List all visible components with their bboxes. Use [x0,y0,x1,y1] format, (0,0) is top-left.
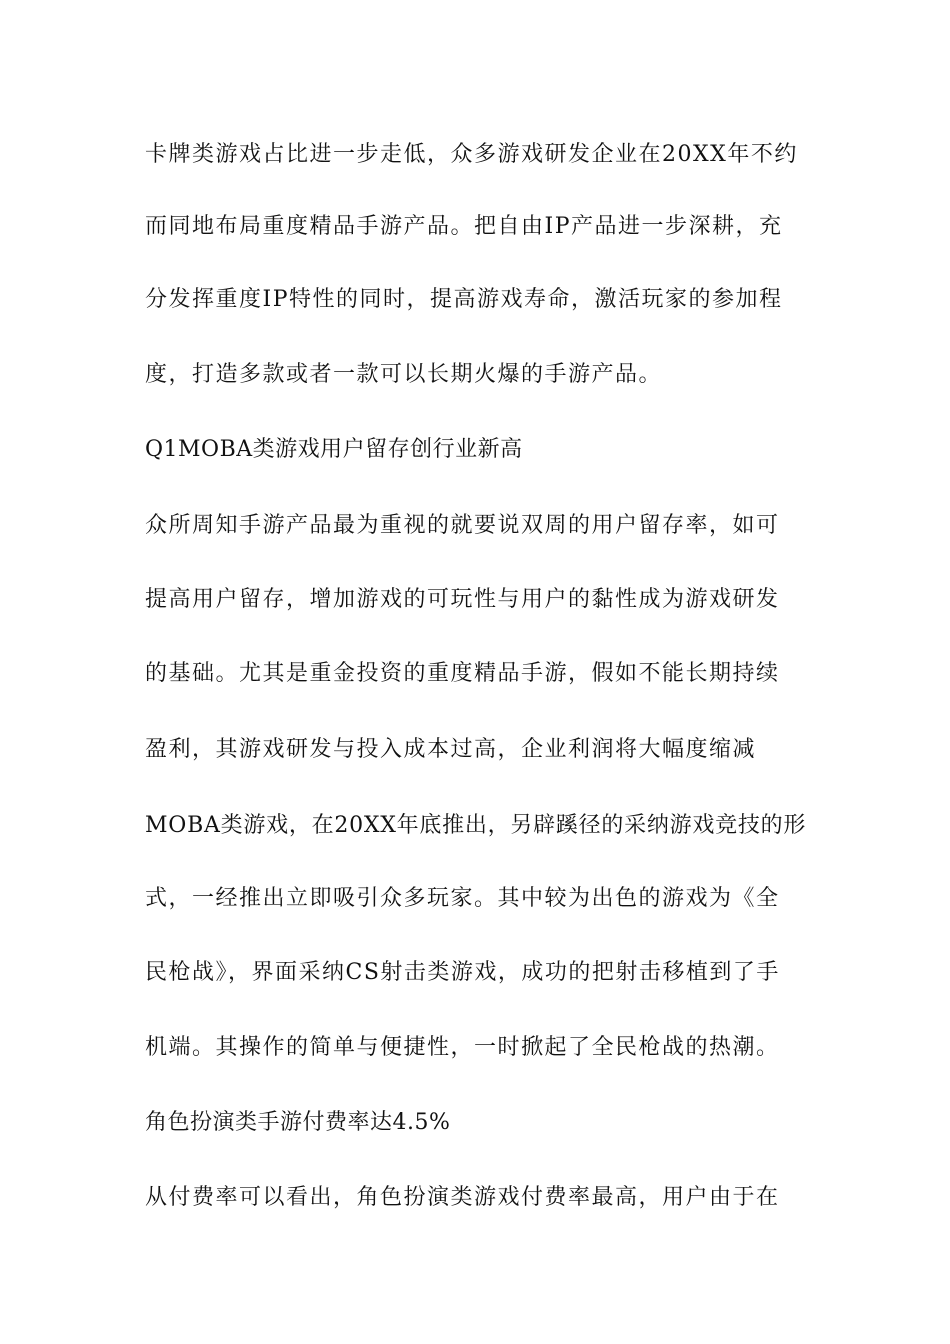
text-line: 民枪战》，界面采纳CS射击类游戏，成功的把射击移植到了手 [145,960,780,985]
text-line: 盈利，其游戏研发与投入成本过高，企业利润将大幅度缩减 [145,737,757,762]
text-line: 众所周知手游产品最为重视的就要说双周的用户留存率，如可 [145,513,780,538]
text-line: 式，一经推出立即吸引众多玩家。其中较为出色的游戏为《全 [145,886,780,911]
text-line: 的基础。尤其是重金投资的重度精品手游，假如不能长期持续 [145,661,780,686]
text-line: 分发挥重度IP特性的同时，提高游戏寿命，激活玩家的参加程 [145,287,783,312]
text-line: 提高用户留存，增加游戏的可玩性与用户的黏性成为游戏研发 [145,587,780,612]
text-line: 而同地布局重度精品手游产品。把自由IP产品进一步深耕，充 [145,214,783,239]
section-heading: 角色扮演类手游付费率达4.5% [145,1110,451,1135]
section-heading: Q1MOBA类游戏用户留存创行业新高 [145,437,523,462]
text-line: 机端。其操作的简单与便捷性，一时掀起了全民枪战的热潮。 [145,1035,780,1060]
text-line: MOBA类游戏，在20XX年底推出，另辟蹊径的采纳游戏竞技的形 [145,813,807,838]
text-line: 卡牌类游戏占比进一步走低，众多游戏研发企业在20XX年不约 [145,142,798,167]
text-line: 度，打造多款或者一款可以长期火爆的手游产品。 [145,362,663,387]
text-line: 从付费率可以看出，角色扮演类游戏付费率最高，用户由于在 [145,1185,780,1210]
